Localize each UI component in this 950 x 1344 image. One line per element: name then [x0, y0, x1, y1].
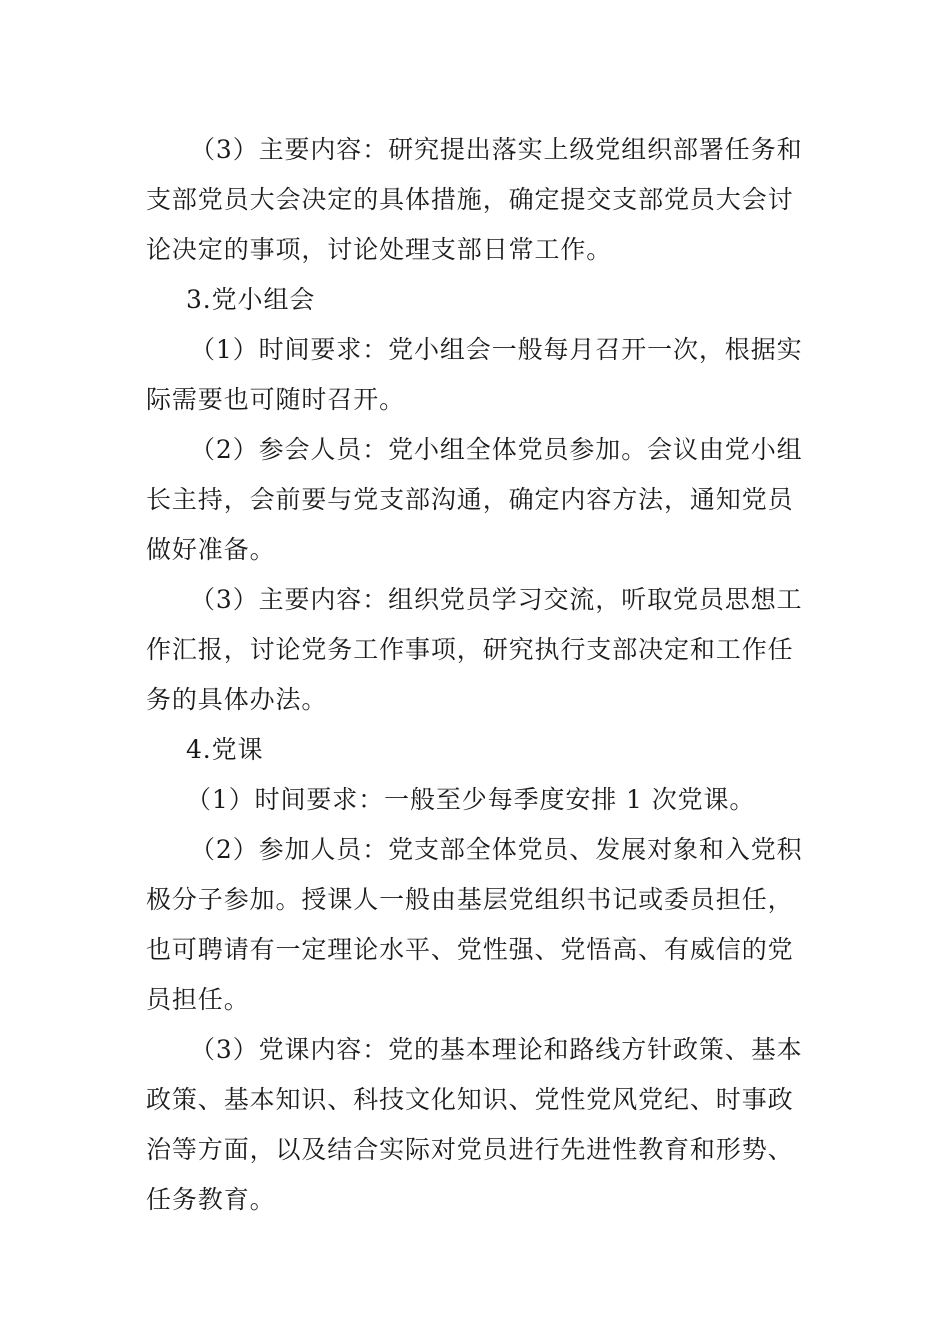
paragraph-line: （3）主要内容：组织党员学习交流，听取党员思想工 [190, 585, 803, 614]
section-heading: 4.党课 [186, 735, 264, 764]
paragraph-line: （2）参会人员：党小组全体党员参加。会议由党小组 [190, 435, 803, 464]
paragraph-line: （1）时间要求：一般至少每季度安排 1 次党课。 [186, 785, 756, 814]
paragraph-line: 际需要也可随时召开。 [146, 385, 406, 414]
paragraph-line: 员担任。 [146, 985, 250, 1014]
paragraph-line: 论决定的事项，讨论处理支部日常工作。 [146, 235, 613, 264]
paragraph-line: （2）参加人员：党支部全体党员、发展对象和入党积 [190, 835, 803, 864]
paragraph-line: 支部党员大会决定的具体措施，确定提交支部党员大会讨 [146, 185, 794, 214]
paragraph-line: 做好准备。 [146, 535, 276, 564]
paragraph-line: 也可聘请有一定理论水平、党性强、党悟高、有威信的党 [146, 935, 794, 964]
paragraph-line: 长主持，会前要与党支部沟通，确定内容方法，通知党员 [146, 485, 794, 514]
paragraph-line: 政策、基本知识、科技文化知识、党性党风党纪、时事政 [146, 1085, 794, 1114]
paragraph-line: （1）时间要求：党小组会一般每月召开一次，根据实 [190, 335, 803, 364]
section-heading: 3.党小组会 [186, 285, 316, 314]
paragraph-line: 治等方面，以及结合实际对党员进行先进性教育和形势、 [146, 1135, 794, 1164]
paragraph-line: 作汇报，讨论党务工作事项，研究执行支部决定和工作任 [146, 635, 794, 664]
paragraph-line: （3）主要内容：研究提出落实上级党组织部署任务和 [190, 135, 803, 164]
paragraph-line: （3）党课内容：党的基本理论和路线方针政策、基本 [190, 1035, 803, 1064]
paragraph-line: 务的具体办法。 [146, 685, 328, 714]
paragraph-line: 任务教育。 [146, 1185, 276, 1214]
paragraph-line: 极分子参加。授课人一般由基层党组织书记或委员担任， [146, 885, 794, 914]
